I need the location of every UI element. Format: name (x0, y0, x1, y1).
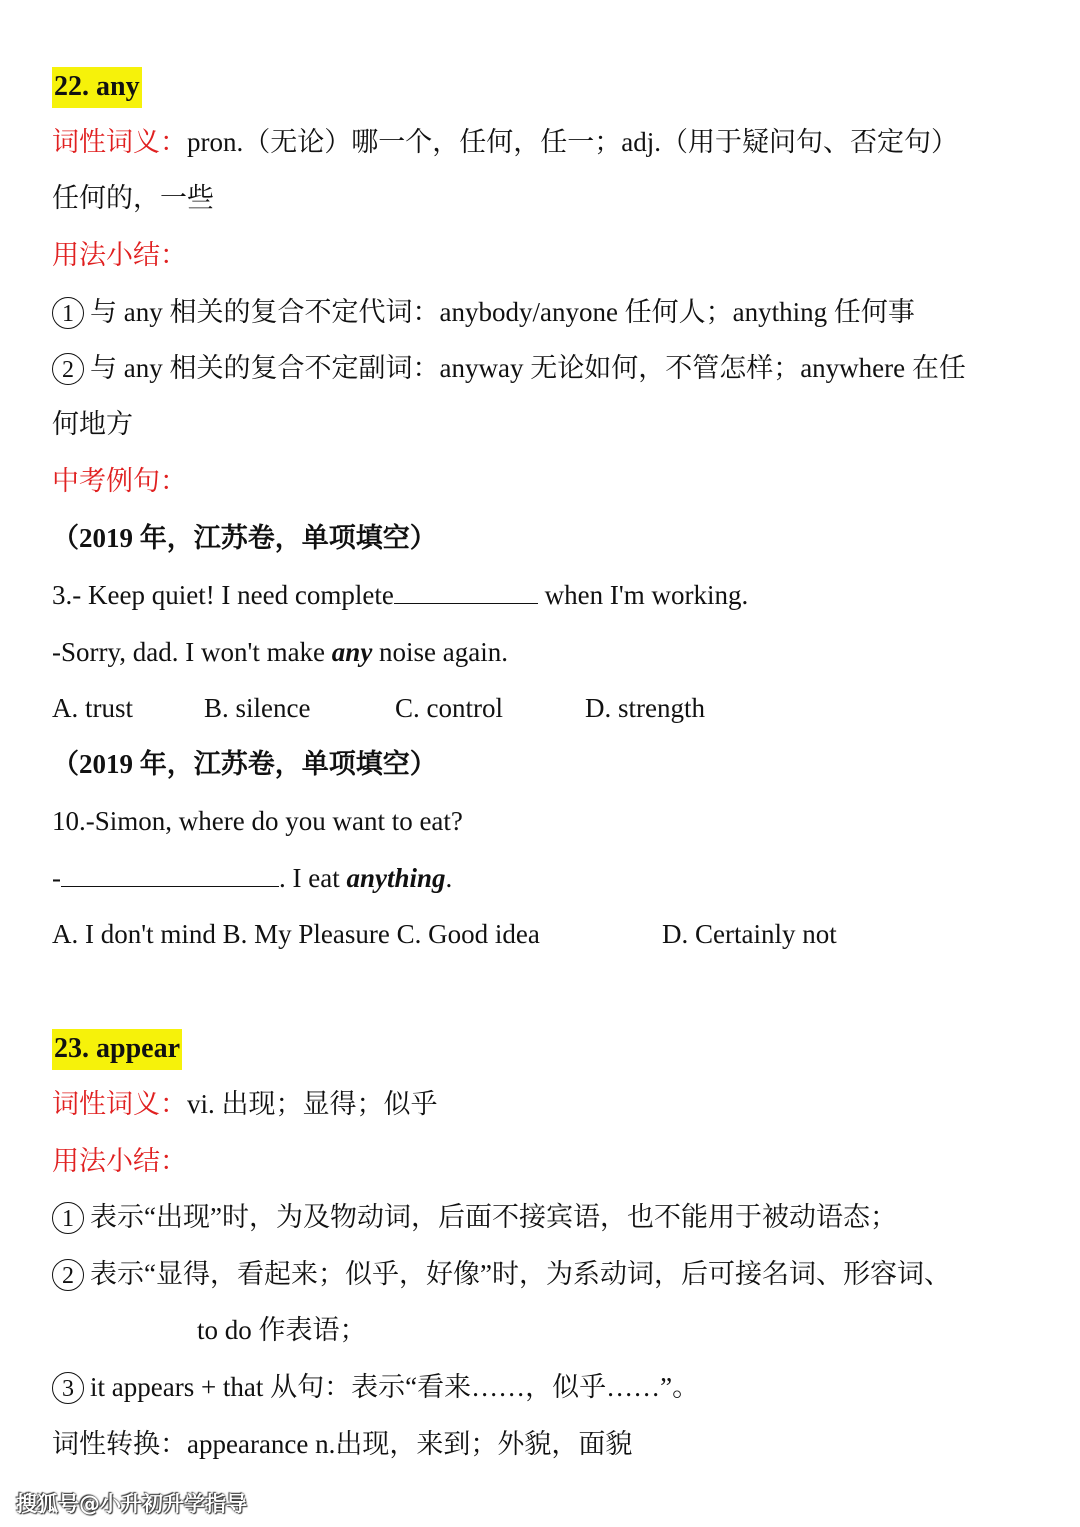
pos-line-22 (52, 122, 958, 162)
usage-label-23: 用法小结： (52, 1146, 187, 1176)
pos-text: vi. 出现；显得；似乎 (187, 1089, 438, 1119)
example-2-source: （2019 年，江苏卷，单项填空） (52, 749, 437, 779)
answer-blank (61, 858, 279, 887)
example-1-reply (52, 632, 508, 672)
usage-text: 与 any 相关的复合不定代词：anybody/anyone 任何人；anything 任何事 (90, 297, 915, 327)
usage-item-3 (52, 1367, 699, 1407)
question-text: 3.- Keep quiet! I need complete (52, 580, 394, 610)
heading-highlight: 22. any (52, 67, 142, 108)
pos-label: 词性词义： (52, 127, 187, 157)
question-text-end: when I'm working. (537, 580, 749, 610)
usage-item-1 (52, 1197, 897, 1237)
reply-text-end: noise again. (372, 637, 509, 667)
options-abc: A. I don't mind B. My Pleasure C. Good idea (52, 919, 540, 949)
reply-text: . I eat (279, 863, 347, 893)
emphasized-word: anything (346, 863, 446, 893)
usage-label-22: 用法小结： (52, 240, 187, 270)
usage-item-2-cont: to do 作表语； (197, 1315, 367, 1345)
option-d: D. Certainly not (662, 919, 837, 949)
usage-item-2 (52, 348, 966, 388)
section-23-heading (52, 1028, 182, 1069)
usage-item-1 (52, 292, 915, 332)
example-2-question: 10.-Simon, where do you want to eat? (52, 806, 463, 836)
option-c: C. control (395, 693, 503, 723)
watermark: 搜狐号@小升初升学指导 (16, 1492, 247, 1516)
option-a: A. trust (52, 693, 133, 723)
usage-text: 表示“显得，看起来；似乎，好像”时，为系动词，后可接名词、形容词、 (90, 1259, 951, 1289)
reply-period: . (445, 863, 453, 893)
option-d: D. strength (585, 693, 705, 723)
example-2-reply (52, 858, 452, 898)
usage-item-2-cont: 何地方 (52, 409, 133, 439)
circled-number: 3 (52, 1372, 84, 1404)
circled-number: 2 (52, 1259, 84, 1291)
circled-number: 2 (52, 353, 84, 385)
emphasized-word: any (331, 637, 373, 667)
circled-number: 1 (52, 297, 84, 329)
example-1-source: （2019 年，江苏卷，单项填空） (52, 523, 437, 553)
usage-item-2 (52, 1254, 951, 1294)
section-22-heading (52, 66, 142, 107)
example-label: 中考例句： (52, 466, 187, 496)
reply-dash: - (52, 863, 61, 893)
circled-number: 1 (52, 1202, 84, 1234)
heading-highlight: 23. appear (52, 1029, 182, 1070)
pos-text: pron.（无论）哪一个，任何，任一；adj.（用于疑问句、否定句） (187, 127, 958, 157)
conversion-line: 词性转换：appearance n.出现，来到；外貌，面貌 (52, 1429, 633, 1459)
answer-blank (394, 575, 538, 604)
reply-text: -Sorry, dad. I won't make (52, 637, 332, 667)
pos-line-22-cont: 任何的，一些 (52, 183, 214, 213)
usage-text: it appears + that 从句：表示“看来……，似乎……”。 (90, 1372, 700, 1402)
pos-label: 词性词义： (52, 1089, 187, 1119)
usage-text: 表示“出现”时，为及物动词，后面不接宾语，也不能用于被动语态； (90, 1202, 897, 1232)
usage-text: 与 any 相关的复合不定副词：anyway 无论如何，不管怎样；anywhere 在任 (90, 353, 966, 383)
pos-line-23 (52, 1084, 438, 1124)
option-b: B. silence (204, 693, 311, 723)
example-1-question (52, 575, 748, 615)
